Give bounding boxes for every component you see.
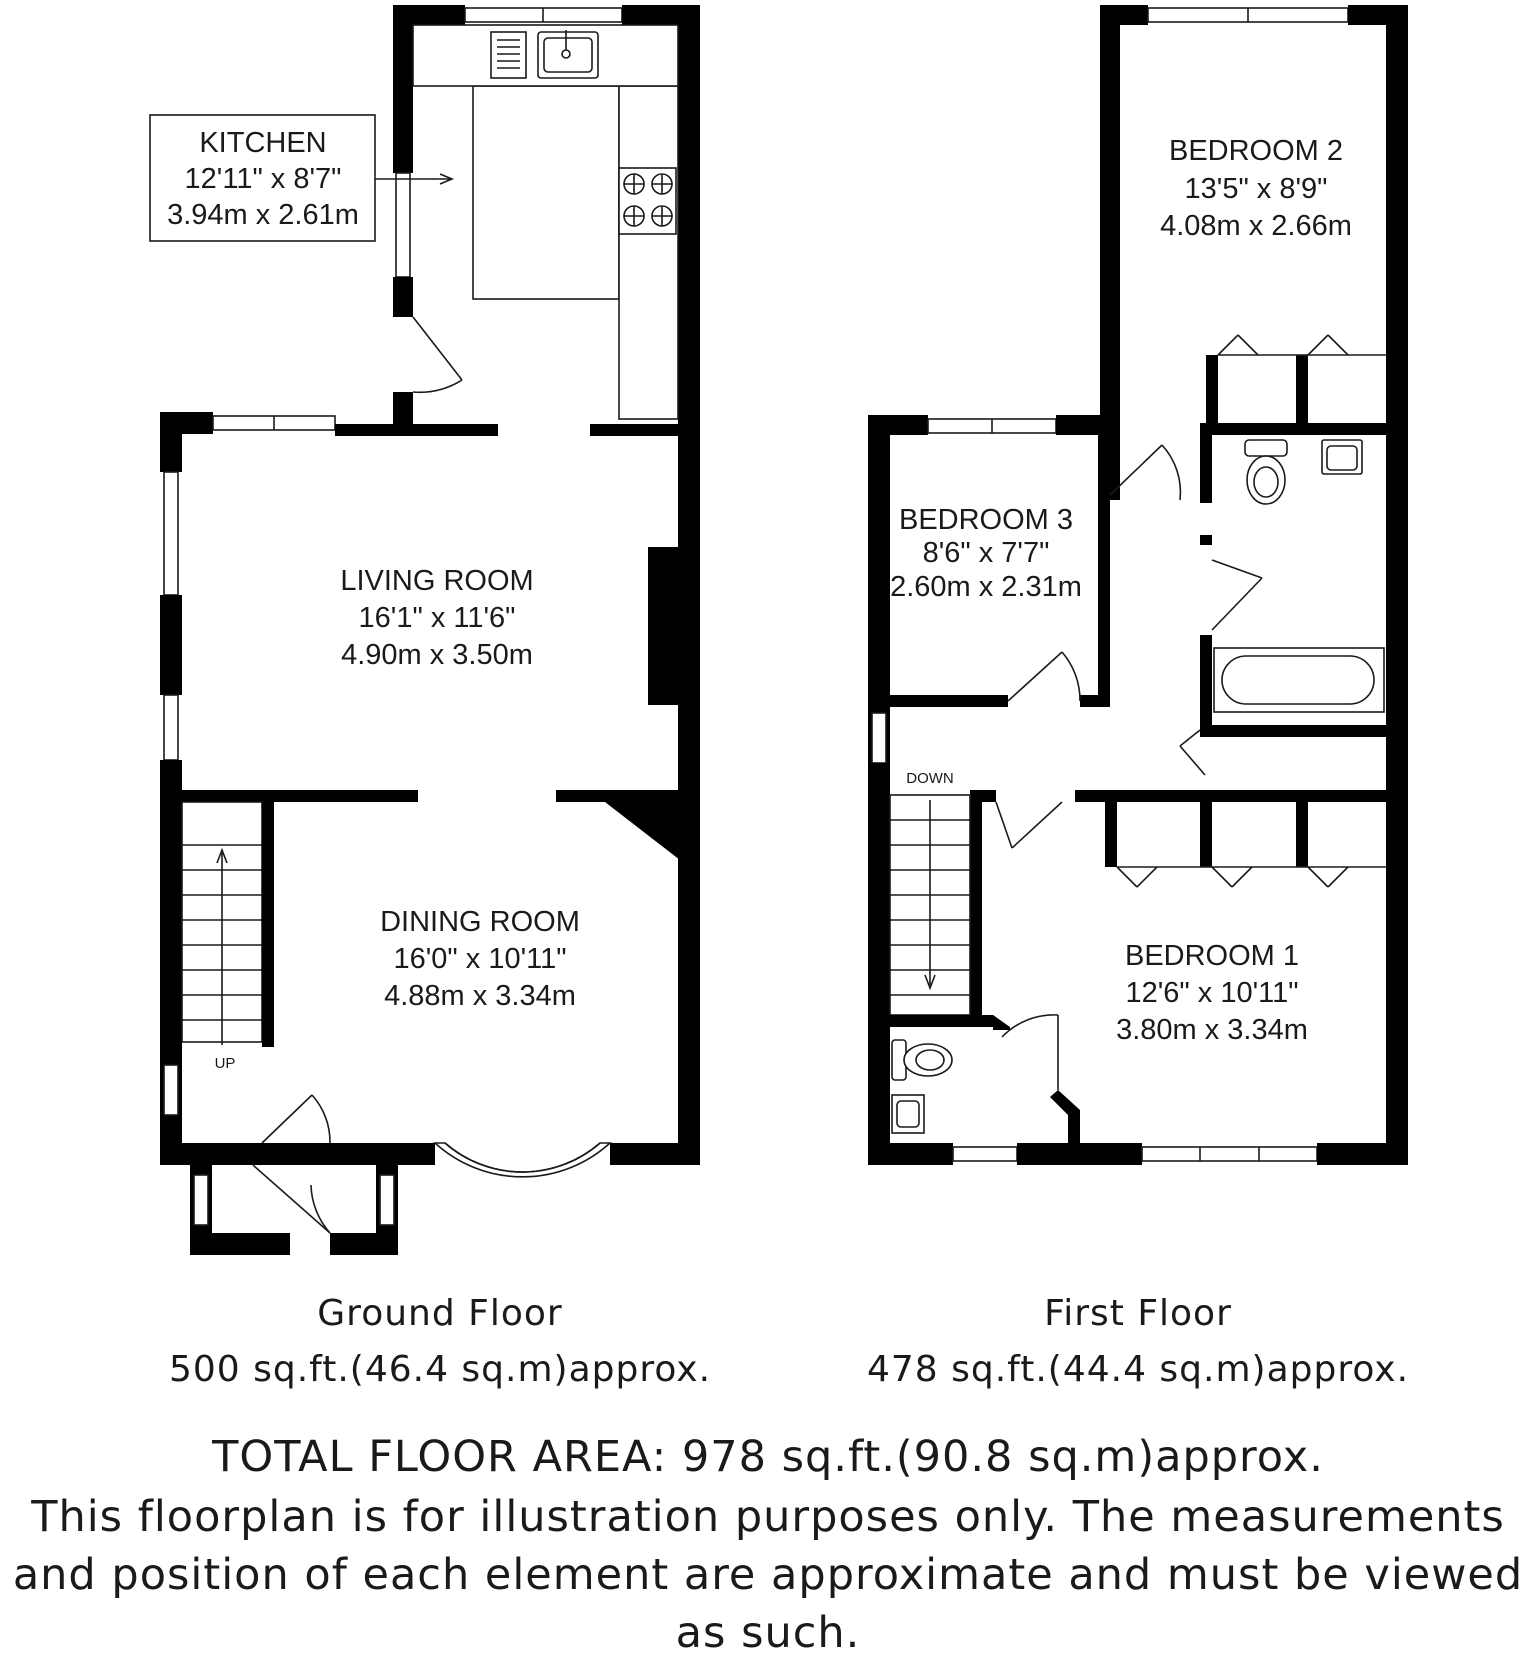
wc-window (953, 1147, 1017, 1161)
bedroom2-imperial: 13'5" x 8'9" (1184, 173, 1328, 205)
living-top-wall-mid (335, 424, 498, 436)
bedroom3-door (1008, 652, 1062, 701)
stairs-up-label: UP (214, 1055, 236, 1072)
landing-window (872, 713, 886, 763)
kitchen-door (413, 317, 462, 380)
bedroom3-imperial: 8'6" x 7'7" (922, 537, 1050, 569)
dining-bottom-wall-right (610, 1143, 700, 1165)
total-floor-area: TOTAL FLOOR AREA: 978 sq.ft.(90.8 sq.m)approx. (212, 1432, 1324, 1482)
hall-door (262, 1095, 312, 1143)
kitchen-side-window (396, 173, 410, 277)
first-bottom-wall-left (868, 1143, 953, 1165)
dining-room-imperial: 16'0" x 10'11" (393, 943, 567, 975)
bedroom1-imperial: 12'6" x 10'11" (1125, 977, 1299, 1009)
bedroom3-right-wall (1098, 415, 1110, 705)
first-bottom-wall-right (1317, 1143, 1408, 1165)
first-floor-caption (818, 1286, 1458, 1398)
living-dining-divider-left (160, 790, 418, 802)
dining-side-window (164, 1065, 178, 1115)
ground-floor-area: 500 sq.ft.(46.4 sq.m)approx. (168, 1349, 712, 1390)
kitchen-left-wall-lower (393, 277, 413, 317)
living-side-window-1 (164, 472, 178, 595)
ground-floor-caption (120, 1286, 760, 1398)
kitchen-top-wall-left (393, 5, 465, 25)
bedroom3-left-wall (868, 415, 890, 713)
stairs-down-label: DOWN (906, 770, 954, 787)
living-room-imperial: 16'1" x 11'6" (358, 602, 516, 634)
living-room-metric: 4.90m x 3.50m (341, 639, 533, 671)
porch-door (253, 1165, 330, 1233)
bedroom1-name: BEDROOM 1 (1124, 940, 1300, 972)
living-room-name: LIVING ROOM (340, 565, 534, 597)
porch-left-window (194, 1175, 208, 1225)
kitchen-name: KITCHEN (199, 127, 327, 159)
bedroom2-name: BEDROOM 2 (1168, 135, 1344, 167)
living-left-wall-top (160, 412, 182, 472)
living-side-window-2 (164, 695, 178, 760)
kitchen-left-wall-upper (393, 5, 413, 173)
kitchen-metric: 3.94m x 2.61m (167, 199, 359, 231)
dining-room-name: DINING ROOM (380, 906, 580, 938)
bedroom2-metric: 4.08m x 2.66m (1160, 210, 1352, 242)
bedroom3-bottom-wall (868, 695, 1008, 707)
kitchen-worktop-l (473, 86, 619, 299)
bedroom1-top-wall-right (1075, 790, 1408, 802)
kitchen-imperial: 12'11" x 8'7" (184, 163, 342, 195)
bedroom1-wardrobe-wall (1105, 802, 1117, 867)
kitchen-drainer (491, 32, 526, 78)
ground-floor-name: Ground Floor (317, 1293, 563, 1334)
bathroom-door (1212, 560, 1262, 578)
disclaimer: This floorplan is for illustration purposes only. The measurements and position of each element are approximate and must be viewed as such. (12, 1492, 1524, 1658)
bedroom1-metric: 3.80m x 3.34m (1116, 1014, 1308, 1046)
first-floor-area: 478 sq.ft.(44.4 sq.m)approx. (866, 1349, 1410, 1390)
porch-right-window (380, 1175, 394, 1225)
bathroom-toilet (1245, 440, 1287, 456)
dining-room-metric: 4.88m x 3.34m (384, 980, 576, 1012)
bedroom1-window (1142, 1147, 1317, 1161)
living-chimney-breast (648, 547, 680, 705)
kitchen-worktop-right (619, 86, 678, 419)
first-floor-name: First Floor (1044, 1293, 1232, 1334)
dining-right-wall (678, 785, 700, 1165)
bedroom3-metric: 2.60m x 2.31m (890, 571, 1082, 603)
airing-cupboard-door (1180, 730, 1200, 746)
kitchen-right-wall (678, 5, 700, 435)
bathroom-left-wall (1200, 423, 1212, 503)
bedroom1-door (996, 802, 1012, 848)
wc-top-wall (868, 1015, 993, 1027)
bedroom3-name: BEDROOM 3 (898, 504, 1074, 536)
first-right-wall (1386, 5, 1408, 1165)
